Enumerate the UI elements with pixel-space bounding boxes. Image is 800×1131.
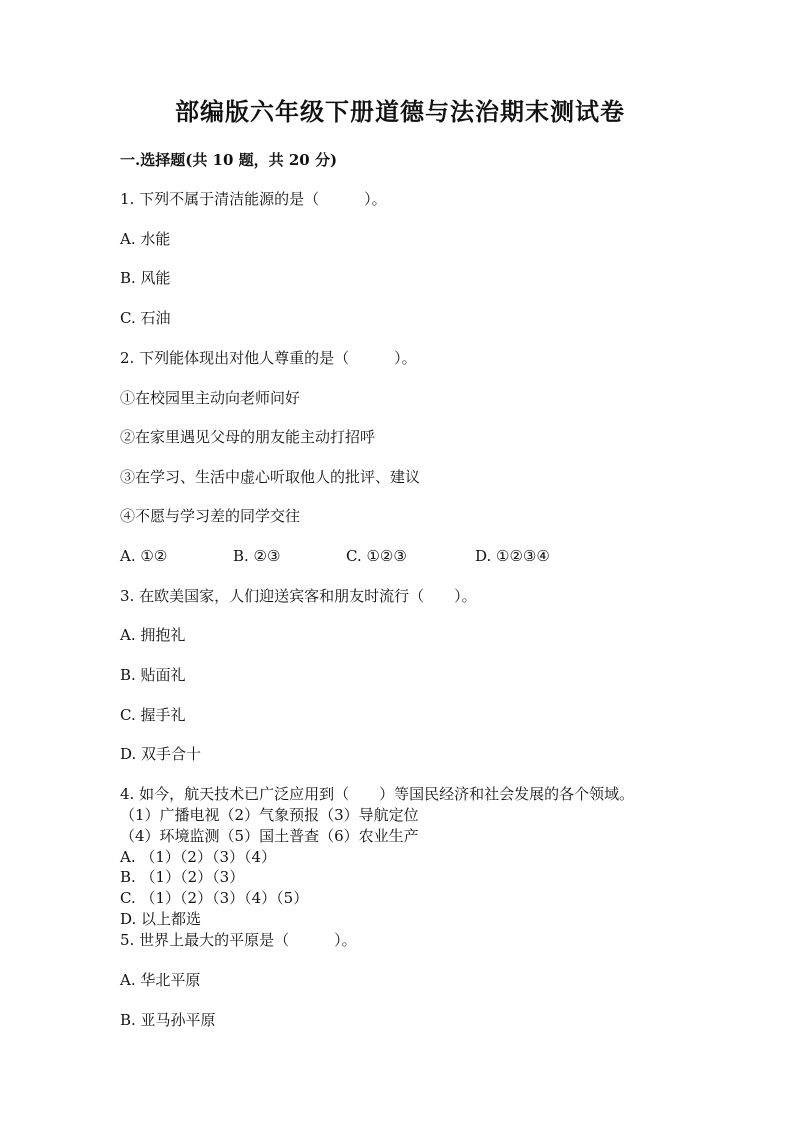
question-3-option-b: B. 贴面礼 (120, 666, 186, 684)
question-5-option-b: B. 亚马孙平原 (120, 1011, 216, 1029)
question-3-option-a: A. 拥抱礼 (120, 626, 186, 644)
question-5-stem: 5. 世界上最大的平原是（ ）。 (120, 931, 357, 949)
question-4-option-b: B. （1）（2）（3） (120, 868, 245, 886)
question-4-stem: 4. 如今，航天技术已广泛应用到（ ）等国民经济和社会发展的各个领域。 (120, 785, 635, 803)
question-4-item-1: （1）广播电视（2）气象预报（3）导航定位 (120, 806, 419, 824)
question-3-option-c: C. 握手礼 (120, 706, 186, 724)
question-4-option-a: A. （1）（2）（3）（4） (120, 848, 277, 866)
question-4-option-c: C. （1）（2）（3）（4）（5） (120, 889, 309, 907)
question-2-item-2: ②在家里遇见父母的朋友能主动打招呼 (120, 428, 376, 446)
question-2-option-c: C. ①②③ (346, 547, 407, 565)
question-1-option-b: B. 风能 (120, 269, 171, 287)
question-2-option-b: B. ②③ (233, 547, 281, 565)
question-5-option-a: A. 华北平原 (120, 971, 201, 989)
question-3-option-d: D. 双手合十 (120, 745, 202, 763)
question-2-item-1: ①在校园里主动向老师问好 (120, 389, 301, 407)
question-2-option-a: A. ①② (120, 547, 168, 565)
page-title: 部编版六年级下册道德与法治期末测试卷 (175, 97, 625, 126)
question-2-item-3: ③在学习、生活中虚心听取他人的批评、建议 (120, 468, 421, 486)
question-1-stem: 1. 下列不属于清洁能源的是（ ）。 (120, 190, 387, 208)
question-4-option-d: D. 以上都选 (120, 910, 202, 928)
question-2-item-4: ④不愿与学习差的同学交往 (120, 507, 301, 525)
question-3-stem: 3. 在欧美国家，人们迎送宾客和朋友时流行（ ）。 (120, 587, 477, 605)
question-4-item-2: （4）环境监测（5）国土普查（6）农业生产 (120, 827, 419, 845)
question-1-option-c: C. 石油 (120, 309, 171, 327)
question-1-option-a: A. 水能 (120, 230, 171, 248)
question-2-option-d: D. ①②③④ (475, 547, 550, 565)
question-2-stem: 2. 下列能体现出对他人尊重的是（ ）。 (120, 349, 417, 367)
section-heading: 一.选择题(共 10 题，共 20 分) (120, 151, 338, 169)
